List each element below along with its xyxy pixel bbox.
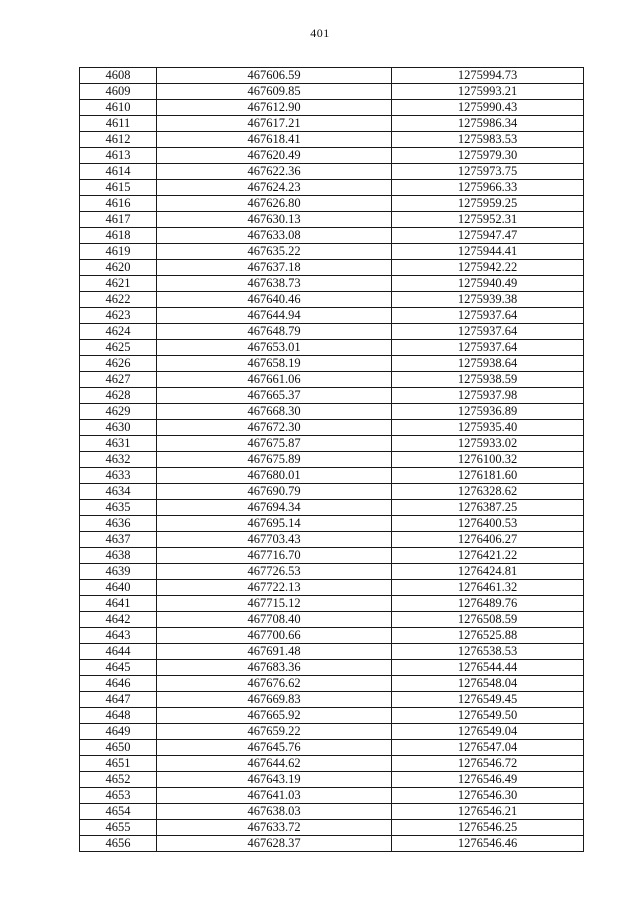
point-number-cell: 4641 bbox=[80, 596, 157, 612]
point-number-cell: 4650 bbox=[80, 740, 157, 756]
point-number-cell: 4643 bbox=[80, 628, 157, 644]
point-number-cell: 4616 bbox=[80, 196, 157, 212]
y-coordinate-cell: 1276387.25 bbox=[392, 500, 584, 516]
table-row bbox=[80, 820, 584, 836]
point-number-cell: 4611 bbox=[80, 116, 157, 132]
x-coordinate-cell: 467648.79 bbox=[157, 324, 392, 340]
point-number-cell: 4622 bbox=[80, 292, 157, 308]
y-coordinate-cell: 1276549.45 bbox=[392, 692, 584, 708]
table-row bbox=[80, 564, 584, 580]
y-coordinate-cell: 1275936.89 bbox=[392, 404, 584, 420]
point-number-cell: 4632 bbox=[80, 452, 157, 468]
x-coordinate-cell: 467658.19 bbox=[157, 356, 392, 372]
y-coordinate-cell: 1275940.49 bbox=[392, 276, 584, 292]
y-coordinate-cell: 1275942.22 bbox=[392, 260, 584, 276]
table-row bbox=[80, 596, 584, 612]
point-number-cell: 4645 bbox=[80, 660, 157, 676]
point-number-cell: 4610 bbox=[80, 100, 157, 116]
y-coordinate-cell: 1275944.41 bbox=[392, 244, 584, 260]
y-coordinate-cell: 1276489.76 bbox=[392, 596, 584, 612]
y-coordinate-cell: 1275979.30 bbox=[392, 148, 584, 164]
table-body bbox=[80, 68, 584, 852]
table-row bbox=[80, 372, 584, 388]
y-coordinate-cell: 1275935.40 bbox=[392, 420, 584, 436]
x-coordinate-cell: 467641.03 bbox=[157, 788, 392, 804]
point-number-cell: 4618 bbox=[80, 228, 157, 244]
point-number-cell: 4624 bbox=[80, 324, 157, 340]
point-number-cell: 4615 bbox=[80, 180, 157, 196]
y-coordinate-cell: 1275983.53 bbox=[392, 132, 584, 148]
table-row bbox=[80, 388, 584, 404]
y-coordinate-cell: 1275937.64 bbox=[392, 340, 584, 356]
table-row bbox=[80, 580, 584, 596]
table-row bbox=[80, 292, 584, 308]
x-coordinate-cell: 467626.80 bbox=[157, 196, 392, 212]
y-coordinate-cell: 1275973.75 bbox=[392, 164, 584, 180]
y-coordinate-cell: 1276421.22 bbox=[392, 548, 584, 564]
point-number-cell: 4635 bbox=[80, 500, 157, 516]
y-coordinate-cell: 1276546.21 bbox=[392, 804, 584, 820]
x-coordinate-cell: 467700.66 bbox=[157, 628, 392, 644]
x-coordinate-cell: 467659.22 bbox=[157, 724, 392, 740]
table-row bbox=[80, 452, 584, 468]
table-row bbox=[80, 724, 584, 740]
table-row bbox=[80, 404, 584, 420]
point-number-cell: 4631 bbox=[80, 436, 157, 452]
y-coordinate-cell: 1275947.47 bbox=[392, 228, 584, 244]
point-number-cell: 4652 bbox=[80, 772, 157, 788]
y-coordinate-cell: 1275966.33 bbox=[392, 180, 584, 196]
table-row bbox=[80, 276, 584, 292]
x-coordinate-cell: 467672.30 bbox=[157, 420, 392, 436]
table-row bbox=[80, 116, 584, 132]
table-row bbox=[80, 628, 584, 644]
x-coordinate-cell: 467633.72 bbox=[157, 820, 392, 836]
x-coordinate-cell: 467635.22 bbox=[157, 244, 392, 260]
table-row bbox=[80, 836, 584, 852]
x-coordinate-cell: 467622.36 bbox=[157, 164, 392, 180]
table-row bbox=[80, 68, 584, 84]
x-coordinate-cell: 467694.34 bbox=[157, 500, 392, 516]
point-number-cell: 4647 bbox=[80, 692, 157, 708]
point-number-cell: 4609 bbox=[80, 84, 157, 100]
y-coordinate-cell: 1275938.64 bbox=[392, 356, 584, 372]
y-coordinate-cell: 1275990.43 bbox=[392, 100, 584, 116]
x-coordinate-cell: 467653.01 bbox=[157, 340, 392, 356]
x-coordinate-cell: 467606.59 bbox=[157, 68, 392, 84]
y-coordinate-cell: 1276544.44 bbox=[392, 660, 584, 676]
y-coordinate-cell: 1276461.32 bbox=[392, 580, 584, 596]
x-coordinate-cell: 467683.36 bbox=[157, 660, 392, 676]
x-coordinate-cell: 467644.94 bbox=[157, 308, 392, 324]
y-coordinate-cell: 1275937.98 bbox=[392, 388, 584, 404]
y-coordinate-cell: 1276406.27 bbox=[392, 532, 584, 548]
x-coordinate-cell: 467690.79 bbox=[157, 484, 392, 500]
table-row bbox=[80, 436, 584, 452]
x-coordinate-cell: 467669.83 bbox=[157, 692, 392, 708]
y-coordinate-cell: 1275933.02 bbox=[392, 436, 584, 452]
x-coordinate-cell: 467618.41 bbox=[157, 132, 392, 148]
x-coordinate-cell: 467620.49 bbox=[157, 148, 392, 164]
x-coordinate-cell: 467676.62 bbox=[157, 676, 392, 692]
table-row bbox=[80, 324, 584, 340]
y-coordinate-cell: 1275937.64 bbox=[392, 324, 584, 340]
y-coordinate-cell: 1276424.81 bbox=[392, 564, 584, 580]
table-row bbox=[80, 196, 584, 212]
x-coordinate-cell: 467609.85 bbox=[157, 84, 392, 100]
point-number-cell: 4613 bbox=[80, 148, 157, 164]
table-row bbox=[80, 740, 584, 756]
table-row bbox=[80, 244, 584, 260]
y-coordinate-cell: 1276181.60 bbox=[392, 468, 584, 484]
table-row bbox=[80, 148, 584, 164]
table-row bbox=[80, 788, 584, 804]
x-coordinate-cell: 467630.13 bbox=[157, 212, 392, 228]
point-number-cell: 4637 bbox=[80, 532, 157, 548]
x-coordinate-cell: 467695.14 bbox=[157, 516, 392, 532]
x-coordinate-cell: 467633.08 bbox=[157, 228, 392, 244]
point-number-cell: 4640 bbox=[80, 580, 157, 596]
table-row bbox=[80, 500, 584, 516]
point-number-cell: 4627 bbox=[80, 372, 157, 388]
table-row bbox=[80, 84, 584, 100]
table-row bbox=[80, 644, 584, 660]
x-coordinate-cell: 467661.06 bbox=[157, 372, 392, 388]
y-coordinate-cell: 1275937.64 bbox=[392, 308, 584, 324]
point-number-cell: 4646 bbox=[80, 676, 157, 692]
y-coordinate-cell: 1276546.72 bbox=[392, 756, 584, 772]
x-coordinate-cell: 467716.70 bbox=[157, 548, 392, 564]
point-number-cell: 4629 bbox=[80, 404, 157, 420]
y-coordinate-cell: 1276546.30 bbox=[392, 788, 584, 804]
y-coordinate-cell: 1275986.34 bbox=[392, 116, 584, 132]
x-coordinate-cell: 467617.21 bbox=[157, 116, 392, 132]
y-coordinate-cell: 1276538.53 bbox=[392, 644, 584, 660]
point-number-cell: 4654 bbox=[80, 804, 157, 820]
table-row bbox=[80, 260, 584, 276]
x-coordinate-cell: 467675.89 bbox=[157, 452, 392, 468]
y-coordinate-cell: 1276546.25 bbox=[392, 820, 584, 836]
point-number-cell: 4621 bbox=[80, 276, 157, 292]
x-coordinate-cell: 467675.87 bbox=[157, 436, 392, 452]
x-coordinate-cell: 467708.40 bbox=[157, 612, 392, 628]
point-number-cell: 4633 bbox=[80, 468, 157, 484]
x-coordinate-cell: 467638.03 bbox=[157, 804, 392, 820]
x-coordinate-cell: 467628.37 bbox=[157, 836, 392, 852]
y-coordinate-cell: 1275952.31 bbox=[392, 212, 584, 228]
point-number-cell: 4630 bbox=[80, 420, 157, 436]
point-number-cell: 4651 bbox=[80, 756, 157, 772]
y-coordinate-cell: 1276546.46 bbox=[392, 836, 584, 852]
point-number-cell: 4625 bbox=[80, 340, 157, 356]
point-number-cell: 4653 bbox=[80, 788, 157, 804]
y-coordinate-cell: 1276328.62 bbox=[392, 484, 584, 500]
point-number-cell: 4634 bbox=[80, 484, 157, 500]
x-coordinate-cell: 467612.90 bbox=[157, 100, 392, 116]
x-coordinate-cell: 467643.19 bbox=[157, 772, 392, 788]
y-coordinate-cell: 1275939.38 bbox=[392, 292, 584, 308]
point-number-cell: 4639 bbox=[80, 564, 157, 580]
point-number-cell: 4636 bbox=[80, 516, 157, 532]
point-number-cell: 4626 bbox=[80, 356, 157, 372]
y-coordinate-cell: 1276546.49 bbox=[392, 772, 584, 788]
point-number-cell: 4617 bbox=[80, 212, 157, 228]
point-number-cell: 4612 bbox=[80, 132, 157, 148]
y-coordinate-cell: 1276548.04 bbox=[392, 676, 584, 692]
x-coordinate-cell: 467645.76 bbox=[157, 740, 392, 756]
x-coordinate-cell: 467715.12 bbox=[157, 596, 392, 612]
x-coordinate-cell: 467691.48 bbox=[157, 644, 392, 660]
point-number-cell: 4608 bbox=[80, 68, 157, 84]
table-row bbox=[80, 468, 584, 484]
x-coordinate-cell: 467638.73 bbox=[157, 276, 392, 292]
x-coordinate-cell: 467726.53 bbox=[157, 564, 392, 580]
table-row bbox=[80, 804, 584, 820]
point-number-cell: 4628 bbox=[80, 388, 157, 404]
y-coordinate-cell: 1275959.25 bbox=[392, 196, 584, 212]
y-coordinate-cell: 1276549.50 bbox=[392, 708, 584, 724]
table-row bbox=[80, 132, 584, 148]
x-coordinate-cell: 467640.46 bbox=[157, 292, 392, 308]
x-coordinate-cell: 467680.01 bbox=[157, 468, 392, 484]
table-row bbox=[80, 660, 584, 676]
table-row bbox=[80, 676, 584, 692]
x-coordinate-cell: 467703.43 bbox=[157, 532, 392, 548]
point-number-cell: 4648 bbox=[80, 708, 157, 724]
table-row bbox=[80, 100, 584, 116]
x-coordinate-cell: 467665.37 bbox=[157, 388, 392, 404]
table-row bbox=[80, 212, 584, 228]
coordinates-table bbox=[79, 67, 584, 852]
table-row bbox=[80, 708, 584, 724]
y-coordinate-cell: 1275993.21 bbox=[392, 84, 584, 100]
y-coordinate-cell: 1276508.59 bbox=[392, 612, 584, 628]
x-coordinate-cell: 467668.30 bbox=[157, 404, 392, 420]
table-row bbox=[80, 180, 584, 196]
table-row bbox=[80, 420, 584, 436]
y-coordinate-cell: 1276549.04 bbox=[392, 724, 584, 740]
point-number-cell: 4620 bbox=[80, 260, 157, 276]
point-number-cell: 4649 bbox=[80, 724, 157, 740]
table-row bbox=[80, 756, 584, 772]
table-row bbox=[80, 772, 584, 788]
point-number-cell: 4644 bbox=[80, 644, 157, 660]
table-row bbox=[80, 516, 584, 532]
y-coordinate-cell: 1275938.59 bbox=[392, 372, 584, 388]
x-coordinate-cell: 467722.13 bbox=[157, 580, 392, 596]
table-row bbox=[80, 692, 584, 708]
page-number: 401 bbox=[310, 26, 330, 40]
point-number-cell: 4619 bbox=[80, 244, 157, 260]
y-coordinate-cell: 1275994.73 bbox=[392, 68, 584, 84]
point-number-cell: 4655 bbox=[80, 820, 157, 836]
y-coordinate-cell: 1276547.04 bbox=[392, 740, 584, 756]
x-coordinate-cell: 467644.62 bbox=[157, 756, 392, 772]
table-row bbox=[80, 308, 584, 324]
table-row bbox=[80, 532, 584, 548]
y-coordinate-cell: 1276100.32 bbox=[392, 452, 584, 468]
table-row bbox=[80, 612, 584, 628]
x-coordinate-cell: 467624.23 bbox=[157, 180, 392, 196]
point-number-cell: 4638 bbox=[80, 548, 157, 564]
y-coordinate-cell: 1276400.53 bbox=[392, 516, 584, 532]
point-number-cell: 4656 bbox=[80, 836, 157, 852]
table-row bbox=[80, 228, 584, 244]
point-number-cell: 4614 bbox=[80, 164, 157, 180]
table-row bbox=[80, 340, 584, 356]
point-number-cell: 4623 bbox=[80, 308, 157, 324]
y-coordinate-cell: 1276525.88 bbox=[392, 628, 584, 644]
x-coordinate-cell: 467637.18 bbox=[157, 260, 392, 276]
point-number-cell: 4642 bbox=[80, 612, 157, 628]
table-row bbox=[80, 164, 584, 180]
table-row bbox=[80, 356, 584, 372]
table-row bbox=[80, 484, 584, 500]
x-coordinate-cell: 467665.92 bbox=[157, 708, 392, 724]
table-row bbox=[80, 548, 584, 564]
